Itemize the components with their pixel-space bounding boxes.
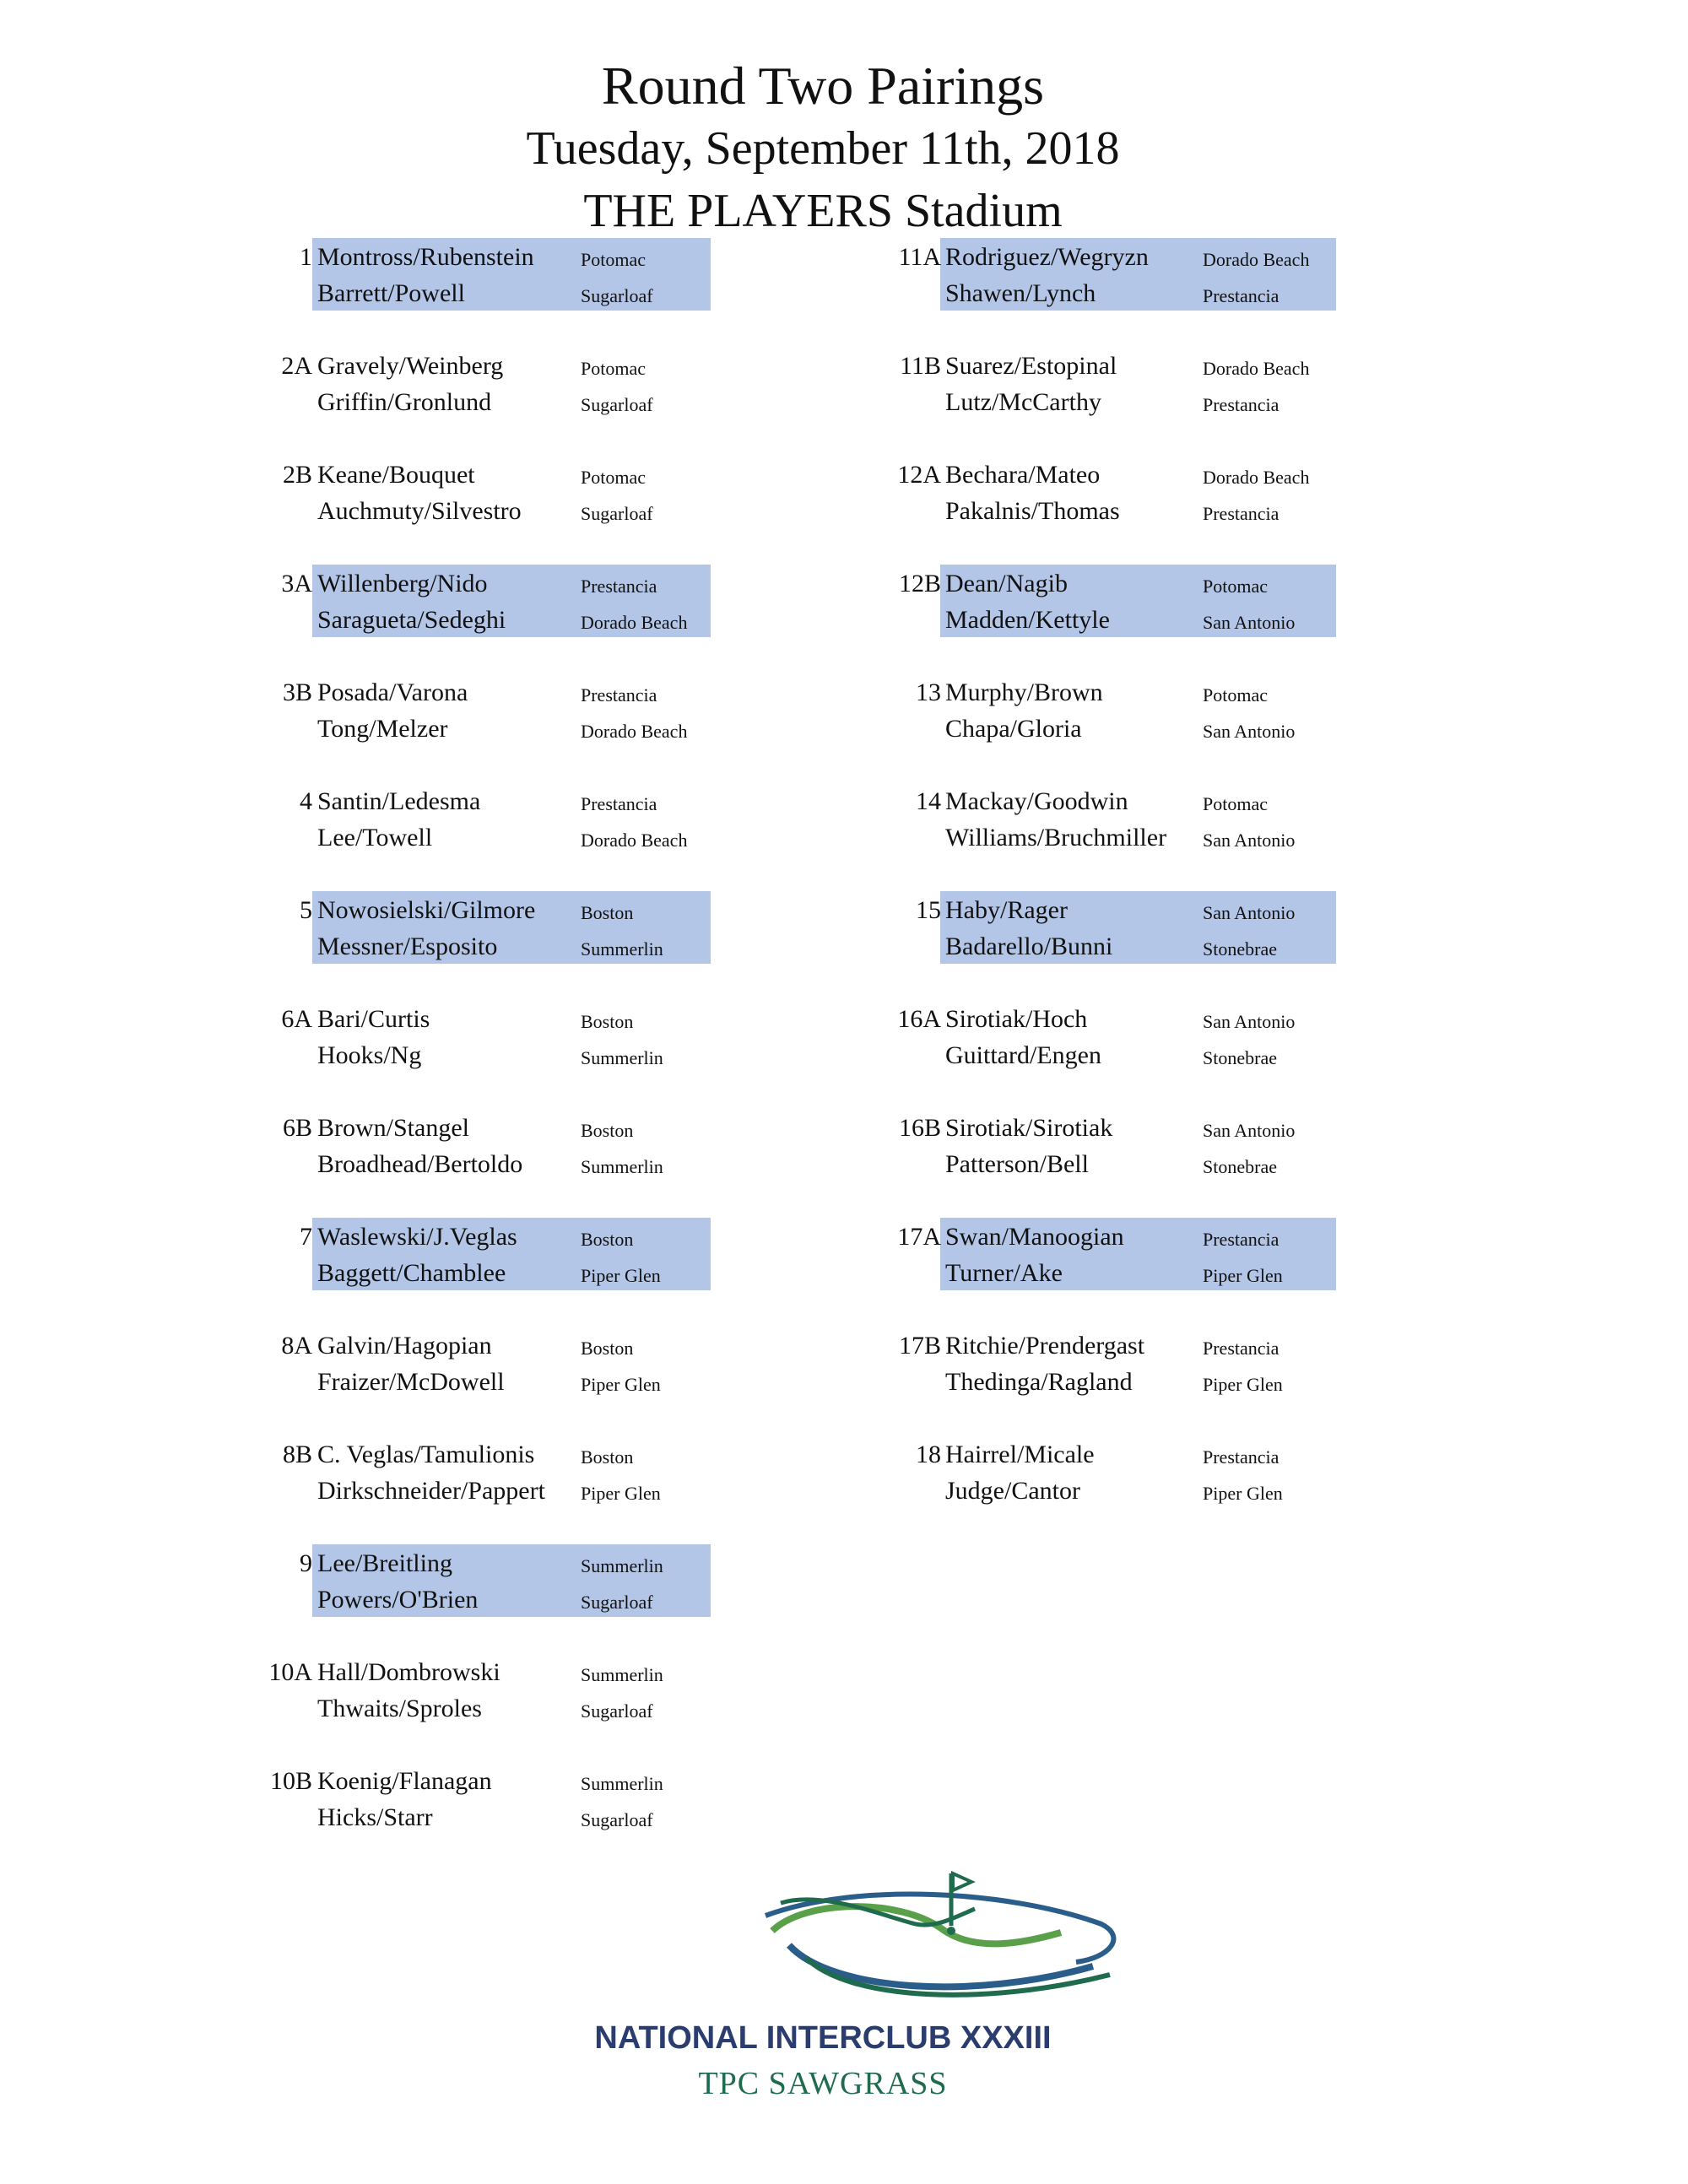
pairing-number: 10A <box>268 1658 312 1686</box>
club-name: Potomac <box>1203 576 1268 597</box>
club-name: Boston <box>581 1446 634 1468</box>
team-name: Ritchie/Prendergast <box>945 1332 1145 1360</box>
club-name: San Antonio <box>1203 1011 1296 1032</box>
club-name: Prestancia <box>581 576 657 597</box>
team-name: Thedinga/Ragland <box>945 1368 1133 1396</box>
team-name: Swan/Manoogian <box>945 1223 1124 1251</box>
club-name: Prestancia <box>1203 503 1280 524</box>
club-name: Sugarloaf <box>581 1809 653 1830</box>
team-name: Rodriguez/Wegryzn <box>945 243 1149 271</box>
pairing-number: 17B <box>898 1332 941 1360</box>
club-name: Boston <box>581 1338 634 1359</box>
club-name: Stonebrae <box>1203 1047 1277 1068</box>
pairing-number: 3B <box>282 678 312 706</box>
team-name: Judge/Cantor <box>945 1477 1080 1505</box>
club-name: San Antonio <box>1203 721 1296 742</box>
tpc-sawgrass-logo <box>755 1865 1127 2008</box>
pairing-number: 4 <box>300 787 312 815</box>
pairing-number: 16A <box>897 1005 941 1033</box>
team-name: Bechara/Mateo <box>945 461 1101 489</box>
club-name: Potomac <box>581 358 646 379</box>
pairing-number: 15 <box>916 896 941 924</box>
club-name: Piper Glen <box>581 1483 661 1504</box>
club-name: Prestancia <box>1203 1229 1280 1250</box>
pairing-number: 9 <box>300 1549 312 1577</box>
club-name: Summerlin <box>581 1047 663 1068</box>
club-name: Potomac <box>1203 793 1268 814</box>
club-name: Dorado Beach <box>581 612 688 633</box>
team-name: Saragueta/Sedeghi <box>317 606 506 634</box>
pairing-number: 17A <box>897 1223 941 1251</box>
club-name: Summerlin <box>581 1156 663 1177</box>
team-name: Auchmuty/Silvestro <box>317 497 522 525</box>
team-name: Brown/Stangel <box>317 1114 469 1142</box>
club-name: Piper Glen <box>1203 1374 1283 1395</box>
pairing-number: 14 <box>916 787 941 815</box>
club-name: Piper Glen <box>1203 1265 1283 1286</box>
team-name: Waslewski/J.Veglas <box>317 1223 517 1251</box>
club-name: Dorado Beach <box>581 830 688 851</box>
club-name: Summerlin <box>581 1773 663 1794</box>
team-name: Lee/Towell <box>317 824 433 851</box>
team-name: Murphy/Brown <box>945 678 1103 706</box>
pairing-number: 16B <box>898 1114 941 1142</box>
team-name: Tong/Melzer <box>317 715 448 743</box>
pairing-number: 5 <box>300 896 312 924</box>
club-name: Dorado Beach <box>1203 358 1310 379</box>
team-name: Pakalnis/Thomas <box>945 497 1120 525</box>
team-name: Haby/Rager <box>945 896 1068 924</box>
team-name: Nowosielski/Gilmore <box>317 896 536 924</box>
club-name: San Antonio <box>1203 902 1296 923</box>
team-name: Dean/Nagib <box>945 570 1068 597</box>
team-name: Suarez/Estopinal <box>945 352 1117 380</box>
team-name: Gravely/Weinberg <box>317 352 504 380</box>
pairing-number: 6A <box>281 1005 312 1033</box>
club-name: Boston <box>581 1229 634 1250</box>
club-name: Piper Glen <box>1203 1483 1283 1504</box>
team-name: Sirotiak/Hoch <box>945 1005 1088 1033</box>
club-name: San Antonio <box>1203 830 1296 851</box>
team-name: Turner/Ake <box>945 1259 1063 1287</box>
team-name: Lee/Breitling <box>317 1549 452 1577</box>
team-name: Posada/Varona <box>317 678 468 706</box>
club-name: Sugarloaf <box>581 1592 653 1613</box>
team-name: C. Veglas/Tamulionis <box>317 1441 535 1468</box>
footer-venue-name: TPC SAWGRASS <box>698 2066 948 2101</box>
pairing-number: 11B <box>900 352 941 380</box>
team-name: Baggett/Chamblee <box>317 1259 506 1287</box>
team-name: Chapa/Gloria <box>945 715 1082 743</box>
pairing-number: 7 <box>300 1223 312 1251</box>
team-name: Montross/Rubenstein <box>317 243 534 271</box>
club-name: San Antonio <box>1203 612 1296 633</box>
pairing-number: 2A <box>281 352 312 380</box>
team-name: Thwaits/Sproles <box>317 1695 482 1722</box>
team-name: Shawen/Lynch <box>945 279 1096 307</box>
club-name: Summerlin <box>581 1664 663 1685</box>
pairing-number: 12A <box>897 461 941 489</box>
club-name: Dorado Beach <box>1203 249 1310 270</box>
pairing-number: 6B <box>282 1114 312 1142</box>
pairing-number: 8A <box>281 1332 312 1360</box>
club-name: Piper Glen <box>581 1374 661 1395</box>
club-name: Sugarloaf <box>581 1700 653 1722</box>
club-name: Boston <box>581 902 634 923</box>
club-name: Prestancia <box>1203 1338 1280 1359</box>
team-name: Keane/Bouquet <box>317 461 475 489</box>
pairing-number: 11A <box>898 243 941 271</box>
club-name: Stonebrae <box>1203 1156 1277 1177</box>
team-name: Mackay/Goodwin <box>945 787 1128 815</box>
team-name: Barrett/Powell <box>317 279 465 307</box>
team-name: Badarello/Bunni <box>945 933 1113 960</box>
team-name: Sirotiak/Sirotiak <box>945 1114 1113 1142</box>
course-name: THE PLAYERS Stadium <box>583 185 1063 237</box>
team-name: Fraizer/McDowell <box>317 1368 505 1396</box>
club-name: Prestancia <box>1203 285 1280 306</box>
footer-event-name: NATIONAL INTERCLUB XXXIII <box>594 2020 1052 2056</box>
team-name: Patterson/Bell <box>945 1150 1089 1178</box>
pairing-number: 2B <box>282 461 312 489</box>
page-title: Round Two Pairings <box>601 56 1045 116</box>
team-name: Powers/O'Brien <box>317 1586 479 1614</box>
club-name: Sugarloaf <box>581 285 653 306</box>
club-name: Potomac <box>581 249 646 270</box>
club-name: Prestancia <box>1203 1446 1280 1468</box>
pairing-number: 12B <box>898 570 941 597</box>
club-name: Prestancia <box>1203 394 1280 415</box>
team-name: Koenig/Flanagan <box>317 1767 492 1795</box>
team-name: Lutz/McCarthy <box>945 388 1101 416</box>
team-name: Willenberg/Nido <box>317 570 488 597</box>
pairing-number: 10B <box>269 1767 312 1795</box>
club-name: Prestancia <box>581 793 657 814</box>
team-name: Griffin/Gronlund <box>317 388 492 416</box>
pairing-number: 18 <box>916 1441 941 1468</box>
team-name: Santin/Ledesma <box>317 787 481 815</box>
club-name: Piper Glen <box>581 1265 661 1286</box>
pairing-number: 1 <box>300 243 312 271</box>
team-name: Messner/Esposito <box>317 933 498 960</box>
pairing-number: 3A <box>281 570 312 597</box>
club-name: Dorado Beach <box>1203 467 1310 488</box>
club-name: Summerlin <box>581 1555 663 1576</box>
club-name: Potomac <box>1203 684 1268 705</box>
team-name: Dirkschneider/Pappert <box>317 1477 545 1505</box>
team-name: Broadhead/Bertoldo <box>317 1150 523 1178</box>
team-name: Guittard/Engen <box>945 1041 1101 1069</box>
club-name: Boston <box>581 1011 634 1032</box>
team-name: Hairrel/Micale <box>945 1441 1095 1468</box>
club-name: Dorado Beach <box>581 721 688 742</box>
team-name: Galvin/Hagopian <box>317 1332 492 1360</box>
team-name: Madden/Kettyle <box>945 606 1110 634</box>
team-name: Hicks/Starr <box>317 1803 433 1831</box>
club-name: Potomac <box>581 467 646 488</box>
pairing-number: 8B <box>282 1441 312 1468</box>
event-date: Tuesday, September 11th, 2018 <box>526 122 1120 175</box>
club-name: Sugarloaf <box>581 503 653 524</box>
club-name: Boston <box>581 1120 634 1141</box>
club-name: San Antonio <box>1203 1120 1296 1141</box>
club-name: Prestancia <box>581 684 657 705</box>
club-name: Stonebrae <box>1203 938 1277 960</box>
team-name: Hall/Dombrowski <box>317 1658 500 1686</box>
team-name: Williams/Bruchmiller <box>945 824 1167 851</box>
team-name: Bari/Curtis <box>317 1005 430 1033</box>
club-name: Sugarloaf <box>581 394 653 415</box>
pairing-number: 13 <box>916 678 941 706</box>
club-name: Summerlin <box>581 938 663 960</box>
team-name: Hooks/Ng <box>317 1041 422 1069</box>
